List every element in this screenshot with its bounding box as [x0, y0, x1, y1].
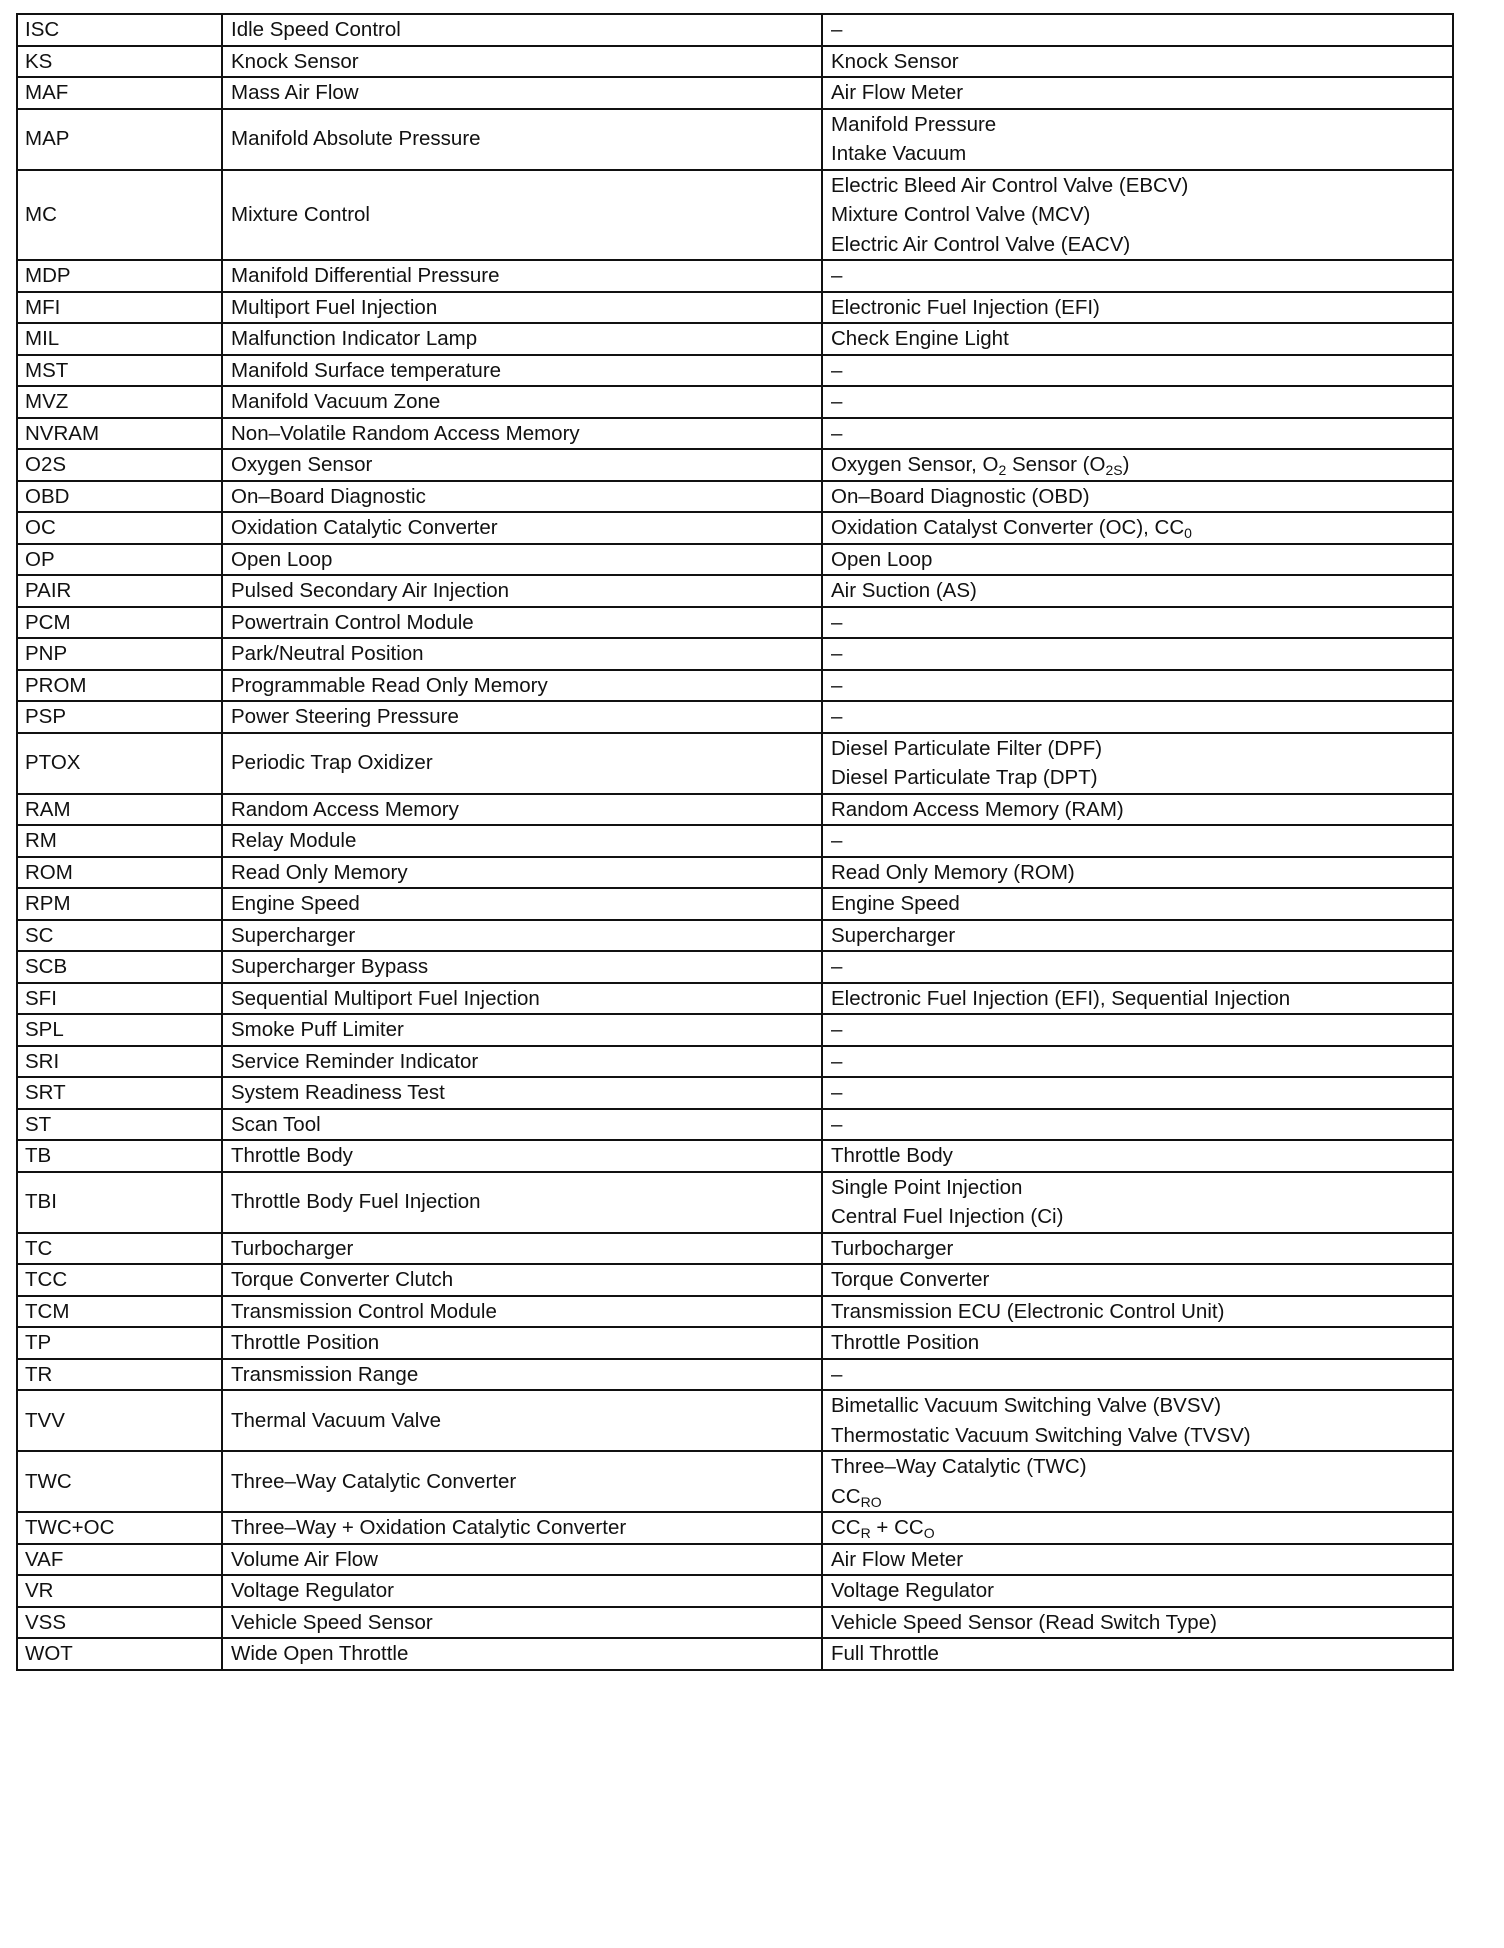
equivalent-term-cell: [822, 670, 1453, 702]
equivalent-term-line: Single Point Injection: [831, 1175, 1023, 1199]
definition-cell: Mixture Control: [222, 170, 822, 261]
equivalent-term-line: –: [831, 829, 843, 852]
acronym-cell: TVV: [17, 1390, 222, 1451]
acronym-cell: TCM: [17, 1296, 222, 1328]
table-row: [17, 544, 1453, 576]
equivalent-term-line: –: [831, 18, 843, 41]
subscript-text: 0: [1184, 525, 1192, 541]
equivalent-term-cell: [822, 46, 1453, 78]
equivalent-term-line: –: [831, 1362, 843, 1386]
table-row: [17, 1264, 1453, 1296]
table-row: [17, 1014, 1453, 1046]
acronym-cell: TC: [17, 1233, 222, 1265]
equivalent-term-line: Engine Speed: [831, 892, 960, 915]
table-row: [17, 481, 1453, 513]
equivalent-term-line: Random Access Memory (RAM): [831, 797, 1124, 821]
acronym-cell: PAIR: [17, 575, 222, 607]
equivalent-term-text: Oxygen Sensor, O: [831, 453, 999, 476]
acronym-cell: SFI: [17, 983, 222, 1015]
acronym-cell: PNP: [17, 638, 222, 670]
acronym-cell: OBD: [17, 481, 222, 513]
equivalent-term-line: Electric Air Control Valve (EACV): [831, 232, 1131, 256]
equivalent-term-cell: [822, 733, 1453, 794]
equivalent-term-cell: [822, 1046, 1453, 1078]
table-row: [17, 386, 1453, 418]
subscript-text: O: [923, 1525, 935, 1541]
equivalent-term-cell: [822, 1296, 1453, 1328]
definition-cell: Manifold Differential Pressure: [222, 260, 822, 292]
acronym-cell: SRT: [17, 1077, 222, 1109]
table-row: [17, 109, 1453, 170]
definition-cell: Manifold Vacuum Zone: [222, 386, 822, 418]
acronym-cell: PCM: [17, 607, 222, 639]
definition-cell: Throttle Position: [222, 1327, 822, 1359]
acronym-cell: PTOX: [17, 733, 222, 794]
acronym-cell: TB: [17, 1140, 222, 1172]
equivalent-term-text: + CC: [870, 1516, 924, 1539]
definition-cell: Read Only Memory: [222, 857, 822, 889]
acronym-cell: SC: [17, 920, 222, 952]
acronym-cell: KS: [17, 46, 222, 78]
equivalent-term-cell: [822, 701, 1453, 733]
equivalent-term-cell: [822, 260, 1453, 292]
equivalent-term-cell: [822, 1390, 1453, 1451]
table-row: [17, 1451, 1453, 1512]
equivalent-term-line: –: [831, 610, 843, 634]
equivalent-term-cell: [822, 1327, 1453, 1359]
definition-cell: Pulsed Secondary Air Injection: [222, 575, 822, 607]
definition-cell: Random Access Memory: [222, 794, 822, 826]
acronym-cell: PROM: [17, 670, 222, 702]
table-row: [17, 983, 1453, 1015]
definition-cell: Transmission Control Module: [222, 1296, 822, 1328]
definition-cell: Supercharger Bypass: [222, 951, 822, 983]
equivalent-term-line: Read Only Memory (ROM): [831, 860, 1075, 884]
table-row: [17, 733, 1453, 794]
acronym-cell: VAF: [17, 1544, 222, 1576]
equivalent-term-line: Air Suction (AS): [831, 579, 977, 602]
definition-cell: Three–Way Catalytic Converter: [222, 1451, 822, 1512]
table-row: [17, 418, 1453, 450]
subscript-text: 2S: [1105, 462, 1123, 478]
acronym-cell: ST: [17, 1109, 222, 1141]
acronym-cell: TWC: [17, 1451, 222, 1512]
equivalent-term-text: CC: [831, 1516, 861, 1539]
acronym-cell: MFI: [17, 292, 222, 324]
definition-cell: Supercharger: [222, 920, 822, 952]
definition-cell: Park/Neutral Position: [222, 638, 822, 670]
definition-cell: Knock Sensor: [222, 46, 822, 78]
table-row: [17, 292, 1453, 324]
equivalent-term-cell: [822, 512, 1453, 544]
definition-cell: Smoke Puff Limiter: [222, 1014, 822, 1046]
equivalent-term-cell: [822, 607, 1453, 639]
equivalent-term-cell: [822, 77, 1453, 109]
acronym-cell: SPL: [17, 1014, 222, 1046]
equivalent-term-cell: [822, 449, 1453, 481]
equivalent-term-line: Check Engine Light: [831, 327, 1009, 350]
table-row: [17, 1575, 1453, 1607]
equivalent-term-line: Manifold Pressure: [831, 112, 997, 136]
equivalent-term-line: Knock Sensor: [831, 49, 959, 73]
equivalent-term-text: CC: [831, 1484, 861, 1508]
equivalent-term-line: Full Throttle: [831, 1642, 939, 1665]
equivalent-term-line: Central Fuel Injection (Ci): [831, 1205, 1064, 1228]
equivalent-term-cell: [822, 355, 1453, 387]
equivalent-term-line: Mixture Control Valve (MCV): [831, 203, 1091, 226]
equivalent-term-cell: [822, 1575, 1453, 1607]
definition-cell: Vehicle Speed Sensor: [222, 1607, 822, 1639]
acronym-cell: VSS: [17, 1607, 222, 1639]
acronym-cell: WOT: [17, 1638, 222, 1670]
acronym-cell: OP: [17, 544, 222, 576]
equivalent-term-line: Air Flow Meter: [831, 81, 964, 104]
table-row: [17, 260, 1453, 292]
equivalent-term-line: On–Board Diagnostic (OBD): [831, 484, 1090, 508]
table-row: [17, 1390, 1453, 1451]
table-row: [17, 1327, 1453, 1359]
acronym-cell: TBI: [17, 1172, 222, 1233]
equivalent-term-line: –: [831, 955, 843, 978]
acronym-cell: TWC+OC: [17, 1512, 222, 1544]
equivalent-term-line: –: [831, 642, 843, 665]
table-row: [17, 77, 1453, 109]
acronym-cell: RM: [17, 825, 222, 857]
definition-cell: Relay Module: [222, 825, 822, 857]
acronym-cell: SRI: [17, 1046, 222, 1078]
definition-cell: Power Steering Pressure: [222, 701, 822, 733]
equivalent-term-cell: [822, 292, 1453, 324]
definition-cell: Throttle Body Fuel Injection: [222, 1172, 822, 1233]
table-row: [17, 575, 1453, 607]
equivalent-term-line: –: [831, 358, 843, 382]
equivalent-term-line: Throttle Position: [831, 1331, 980, 1354]
equivalent-term-line: Bimetallic Vacuum Switching Valve (BVSV): [831, 1394, 1222, 1417]
equivalent-term-cell: [822, 1451, 1453, 1512]
table-row: [17, 355, 1453, 387]
equivalent-term-line: Intake Vacuum: [831, 142, 967, 165]
table-row: [17, 951, 1453, 983]
equivalent-term-line: Diesel Particulate Filter (DPF): [831, 736, 1103, 760]
equivalent-term-cell: [822, 386, 1453, 418]
equivalent-term-cell: [822, 418, 1453, 450]
acronym-cell: SCB: [17, 951, 222, 983]
equivalent-term-cell: [822, 1544, 1453, 1576]
equivalent-term-text: ): [1122, 453, 1130, 476]
acronym-cell: MDP: [17, 260, 222, 292]
definition-cell: Scan Tool: [222, 1109, 822, 1141]
table-row: [17, 1544, 1453, 1576]
equivalent-term-line: Vehicle Speed Sensor (Read Switch Type): [831, 1610, 1217, 1634]
equivalent-term-line: Throttle Body: [831, 1144, 953, 1167]
acronym-cell: PSP: [17, 701, 222, 733]
table-row: [17, 607, 1453, 639]
acronym-cell: MAF: [17, 77, 222, 109]
definition-cell: Voltage Regulator: [222, 1575, 822, 1607]
table-row: [17, 1296, 1453, 1328]
equivalent-term-line: Supercharger: [831, 923, 956, 947]
equivalent-term-line: –: [831, 264, 843, 287]
table-row: [17, 888, 1453, 920]
equivalent-term-cell: [822, 544, 1453, 576]
equivalent-term-cell: [822, 1512, 1453, 1544]
definition-cell: Turbocharger: [222, 1233, 822, 1265]
definition-cell: Sequential Multiport Fuel Injection: [222, 983, 822, 1015]
equivalent-term-line: Turbocharger: [831, 1236, 954, 1260]
equivalent-term-cell: [822, 920, 1453, 952]
equivalent-term-line: –: [831, 1018, 843, 1041]
equivalent-term-line: Diesel Particulate Trap (DPT): [831, 766, 1098, 789]
acronym-cell: MST: [17, 355, 222, 387]
acronym-cell: TP: [17, 1327, 222, 1359]
equivalent-term-line: Open Loop: [831, 547, 933, 571]
table-row: [17, 638, 1453, 670]
equivalent-term-text: Oxidation Catalyst Converter (OC), CC: [831, 516, 1185, 539]
equivalent-term-line: Air Flow Meter: [831, 1547, 964, 1571]
equivalent-term-line: Voltage Regulator: [831, 1579, 994, 1602]
table-row: [17, 1172, 1453, 1233]
definition-cell: Service Reminder Indicator: [222, 1046, 822, 1078]
acronym-cell: MIL: [17, 323, 222, 355]
acronym-cell: OC: [17, 512, 222, 544]
equivalent-term-line: Electronic Fuel Injection (EFI): [831, 295, 1100, 319]
equivalent-term-cell: [822, 1359, 1453, 1391]
equivalent-term-cell: [822, 575, 1453, 607]
equivalent-term-line: [831, 1513, 1444, 1543]
definition-cell: Manifold Absolute Pressure: [222, 109, 822, 170]
equivalent-term-text: Sensor (O: [1006, 453, 1106, 476]
equivalent-term-cell: [822, 481, 1453, 513]
definition-cell: Wide Open Throttle: [222, 1638, 822, 1670]
definition-cell: Oxidation Catalytic Converter: [222, 512, 822, 544]
equivalent-term-line: Three–Way Catalytic (TWC): [831, 1455, 1087, 1478]
table-row: [17, 323, 1453, 355]
acronym-cell: RPM: [17, 888, 222, 920]
subscript-text: 2: [998, 462, 1007, 478]
table-row: [17, 46, 1453, 78]
equivalent-term-cell: [822, 109, 1453, 170]
acronym-cell: ROM: [17, 857, 222, 889]
acronym-table-body: [17, 14, 1453, 1670]
equivalent-term-cell: [822, 983, 1453, 1015]
definition-cell: Manifold Surface temperature: [222, 355, 822, 387]
table-row: [17, 794, 1453, 826]
equivalent-term-cell: [822, 170, 1453, 261]
acronym-cell: TR: [17, 1359, 222, 1391]
definition-cell: Periodic Trap Oxidizer: [222, 733, 822, 794]
equivalent-term-line: –: [831, 673, 843, 697]
definition-cell: On–Board Diagnostic: [222, 481, 822, 513]
table-row: [17, 1512, 1453, 1544]
equivalent-term-line: –: [831, 1112, 843, 1136]
definition-cell: Volume Air Flow: [222, 1544, 822, 1576]
equivalent-term-cell: [822, 1638, 1453, 1670]
definition-cell: Engine Speed: [222, 888, 822, 920]
equivalent-term-line: [831, 513, 1444, 543]
equivalent-term-line: Torque Converter: [831, 1268, 990, 1291]
equivalent-term-line: –: [831, 705, 843, 728]
table-row: [17, 449, 1453, 481]
acronym-cell: VR: [17, 1575, 222, 1607]
definition-cell: Mass Air Flow: [222, 77, 822, 109]
acronym-cell: MVZ: [17, 386, 222, 418]
equivalent-term-cell: [822, 1109, 1453, 1141]
equivalent-term-line: Thermostatic Vacuum Switching Valve (TVSV): [831, 1423, 1251, 1447]
table-row: [17, 857, 1453, 889]
equivalent-term-cell: [822, 638, 1453, 670]
acronym-table-container: [16, 13, 1452, 1671]
acronym-cell: MC: [17, 170, 222, 261]
definition-cell: Thermal Vacuum Valve: [222, 1390, 822, 1451]
equivalent-term-cell: [822, 1264, 1453, 1296]
table-row: [17, 1638, 1453, 1670]
acronym-cell: RAM: [17, 794, 222, 826]
equivalent-term-line: Electronic Fuel Injection (EFI), Sequential Injection: [831, 986, 1291, 1010]
definition-cell: Oxygen Sensor: [222, 449, 822, 481]
definition-cell: Three–Way + Oxidation Catalytic Converter: [222, 1512, 822, 1544]
equivalent-term-line: Transmission ECU (Electronic Control Unit): [831, 1299, 1225, 1323]
acronym-cell: MAP: [17, 109, 222, 170]
equivalent-term-cell: [822, 857, 1453, 889]
subscript-text: RO: [860, 1493, 882, 1510]
table-row: [17, 1233, 1453, 1265]
equivalent-term-line: –: [831, 1049, 843, 1073]
definition-cell: System Readiness Test: [222, 1077, 822, 1109]
acronym-cell: O2S: [17, 449, 222, 481]
definition-cell: Throttle Body: [222, 1140, 822, 1172]
definition-cell: Multiport Fuel Injection: [222, 292, 822, 324]
acronym-cell: ISC: [17, 14, 222, 46]
equivalent-term-cell: [822, 825, 1453, 857]
definition-cell: Idle Speed Control: [222, 14, 822, 46]
equivalent-term-line: –: [831, 390, 843, 413]
equivalent-term-line: Electric Bleed Air Control Valve (EBCV): [831, 173, 1189, 197]
acronym-cell: TCC: [17, 1264, 222, 1296]
acronym-table: [16, 13, 1454, 1671]
equivalent-term-cell: [822, 14, 1453, 46]
table-row: [17, 14, 1453, 46]
table-row: [17, 1359, 1453, 1391]
definition-cell: Transmission Range: [222, 1359, 822, 1391]
equivalent-term-line: [831, 450, 1444, 480]
definition-cell: Malfunction Indicator Lamp: [222, 323, 822, 355]
equivalent-term-line: –: [831, 1081, 843, 1104]
table-row: [17, 512, 1453, 544]
subscript-text: R: [860, 1525, 871, 1541]
table-row: [17, 1109, 1453, 1141]
equivalent-term-line: [831, 1482, 1444, 1512]
equivalent-term-cell: [822, 1014, 1453, 1046]
table-row: [17, 701, 1453, 733]
equivalent-term-cell: [822, 1607, 1453, 1639]
equivalent-term-cell: [822, 1077, 1453, 1109]
definition-cell: Programmable Read Only Memory: [222, 670, 822, 702]
equivalent-term-line: –: [831, 421, 843, 445]
table-row: [17, 170, 1453, 261]
definition-cell: Open Loop: [222, 544, 822, 576]
table-row: [17, 1046, 1453, 1078]
table-row: [17, 825, 1453, 857]
equivalent-term-cell: [822, 323, 1453, 355]
table-row: [17, 1077, 1453, 1109]
equivalent-term-cell: [822, 951, 1453, 983]
table-row: [17, 920, 1453, 952]
equivalent-term-cell: [822, 1140, 1453, 1172]
definition-cell: Non–Volatile Random Access Memory: [222, 418, 822, 450]
definition-cell: Powertrain Control Module: [222, 607, 822, 639]
equivalent-term-cell: [822, 1172, 1453, 1233]
table-row: [17, 1607, 1453, 1639]
equivalent-term-cell: [822, 888, 1453, 920]
table-row: [17, 670, 1453, 702]
table-row: [17, 1140, 1453, 1172]
acronym-cell: NVRAM: [17, 418, 222, 450]
definition-cell: Torque Converter Clutch: [222, 1264, 822, 1296]
equivalent-term-cell: [822, 794, 1453, 826]
equivalent-term-cell: [822, 1233, 1453, 1265]
